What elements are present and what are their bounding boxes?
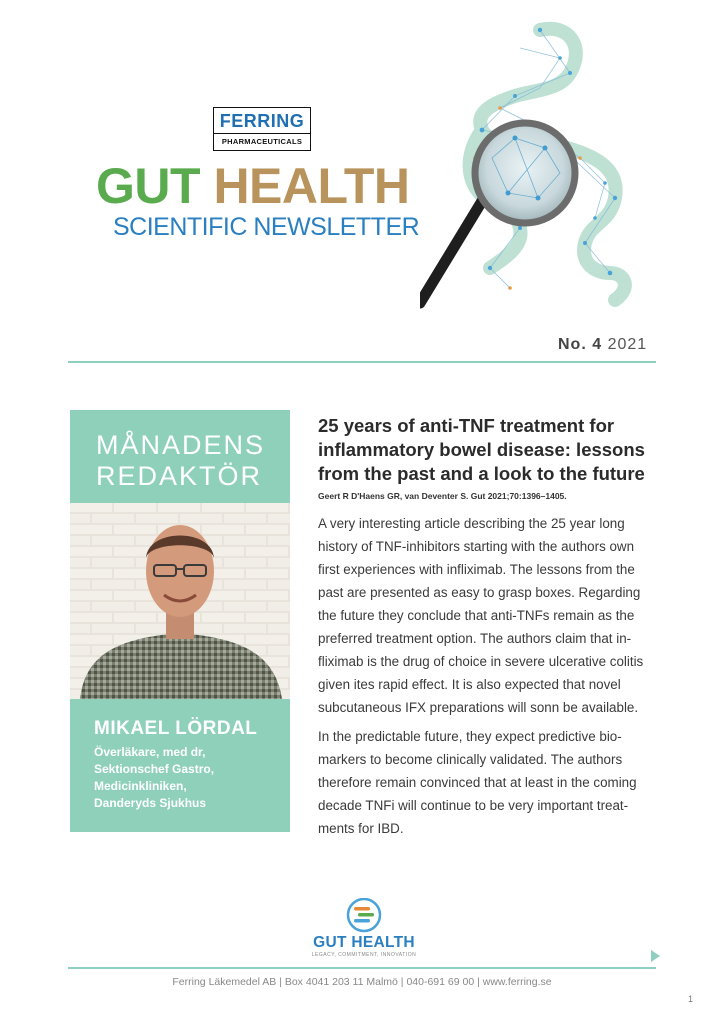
- title-health: HEALTH: [213, 158, 410, 214]
- gut-health-logo-icon: [344, 898, 384, 934]
- article-paragraph-2: In the predictable future, they expect predictive bio- markers to become clinically validated. The authors therefore remain convinced that at least in the coming decade TNFi will continue to be very important treat- ments for IBD.: [318, 729, 637, 836]
- issue-year: 2021: [607, 336, 648, 353]
- article-citation: Geert R D'Haens GR, van Deventer S. Gut 2021;70:1396–1405.: [318, 491, 567, 501]
- footer-divider: [68, 967, 656, 969]
- issue-label: No. 4: [558, 336, 603, 353]
- editor-sidebar: [70, 410, 290, 832]
- kicker-line-2: REDAKTÖR: [96, 461, 263, 491]
- header-divider: [68, 361, 656, 363]
- gut-health-logo: [306, 898, 422, 960]
- newsletter-title: [96, 158, 410, 214]
- footer-address: Ferring Läkemedel AB | Box 4041 203 11 Malmö | 040-691 69 00 | www.ferring.se: [172, 976, 552, 988]
- brand-sub: PHARMACEUTICALS: [214, 133, 310, 146]
- editor-role-line: Överläkare, med dr,: [94, 745, 206, 759]
- kicker-line-1: MÅNADENS: [96, 430, 266, 460]
- ferring-logo: [213, 107, 311, 151]
- brand-name: FERRING: [219, 111, 305, 131]
- editor-role-line: Sektionschef Gastro,: [94, 762, 215, 776]
- editor-role-line: Danderyds Sjukhus: [94, 796, 207, 810]
- next-page-icon[interactable]: [651, 950, 660, 962]
- editor-roles: [94, 744, 214, 812]
- editor-photo: [70, 503, 290, 699]
- editor-name: MIKAEL LÖRDAL: [94, 718, 258, 739]
- article-title: 25 years of anti-TNF treatment for inflammatory bowel disease: lessons from the past and a look to the future: [318, 415, 645, 484]
- title-gut: GUT: [96, 158, 201, 214]
- article-paragraph-1: A very interesting article describing the 25 year long history of TNF-inhibitors starting with the authors own first experiences with infliximab. The lessons from the past are presented as easy to grasp boxes. Regarding the future they conclude that anti-TNFs remain as the preferred treatment option. The authors claim that in- fliximab is the drug of choice in severe ulcerative colitis given ites rapid effect. It is also expected that novel subcutaneous IFX preparations will sonn be available.: [318, 516, 644, 715]
- issue-number: [558, 336, 647, 354]
- gut-magnifier-illustration: [420, 18, 660, 318]
- newsletter-subtitle: SCIENTIFIC NEWSLETTER: [113, 213, 420, 241]
- footer-logo-text: GUT HEALTH: [313, 934, 415, 951]
- editor-kicker: [96, 430, 265, 492]
- footer-logo-tagline: LEGACY, COMMITMENT, INNOVATION: [311, 952, 417, 958]
- page-number: 1: [688, 994, 694, 1004]
- editor-role-line: Medicinkliniken,: [94, 779, 187, 793]
